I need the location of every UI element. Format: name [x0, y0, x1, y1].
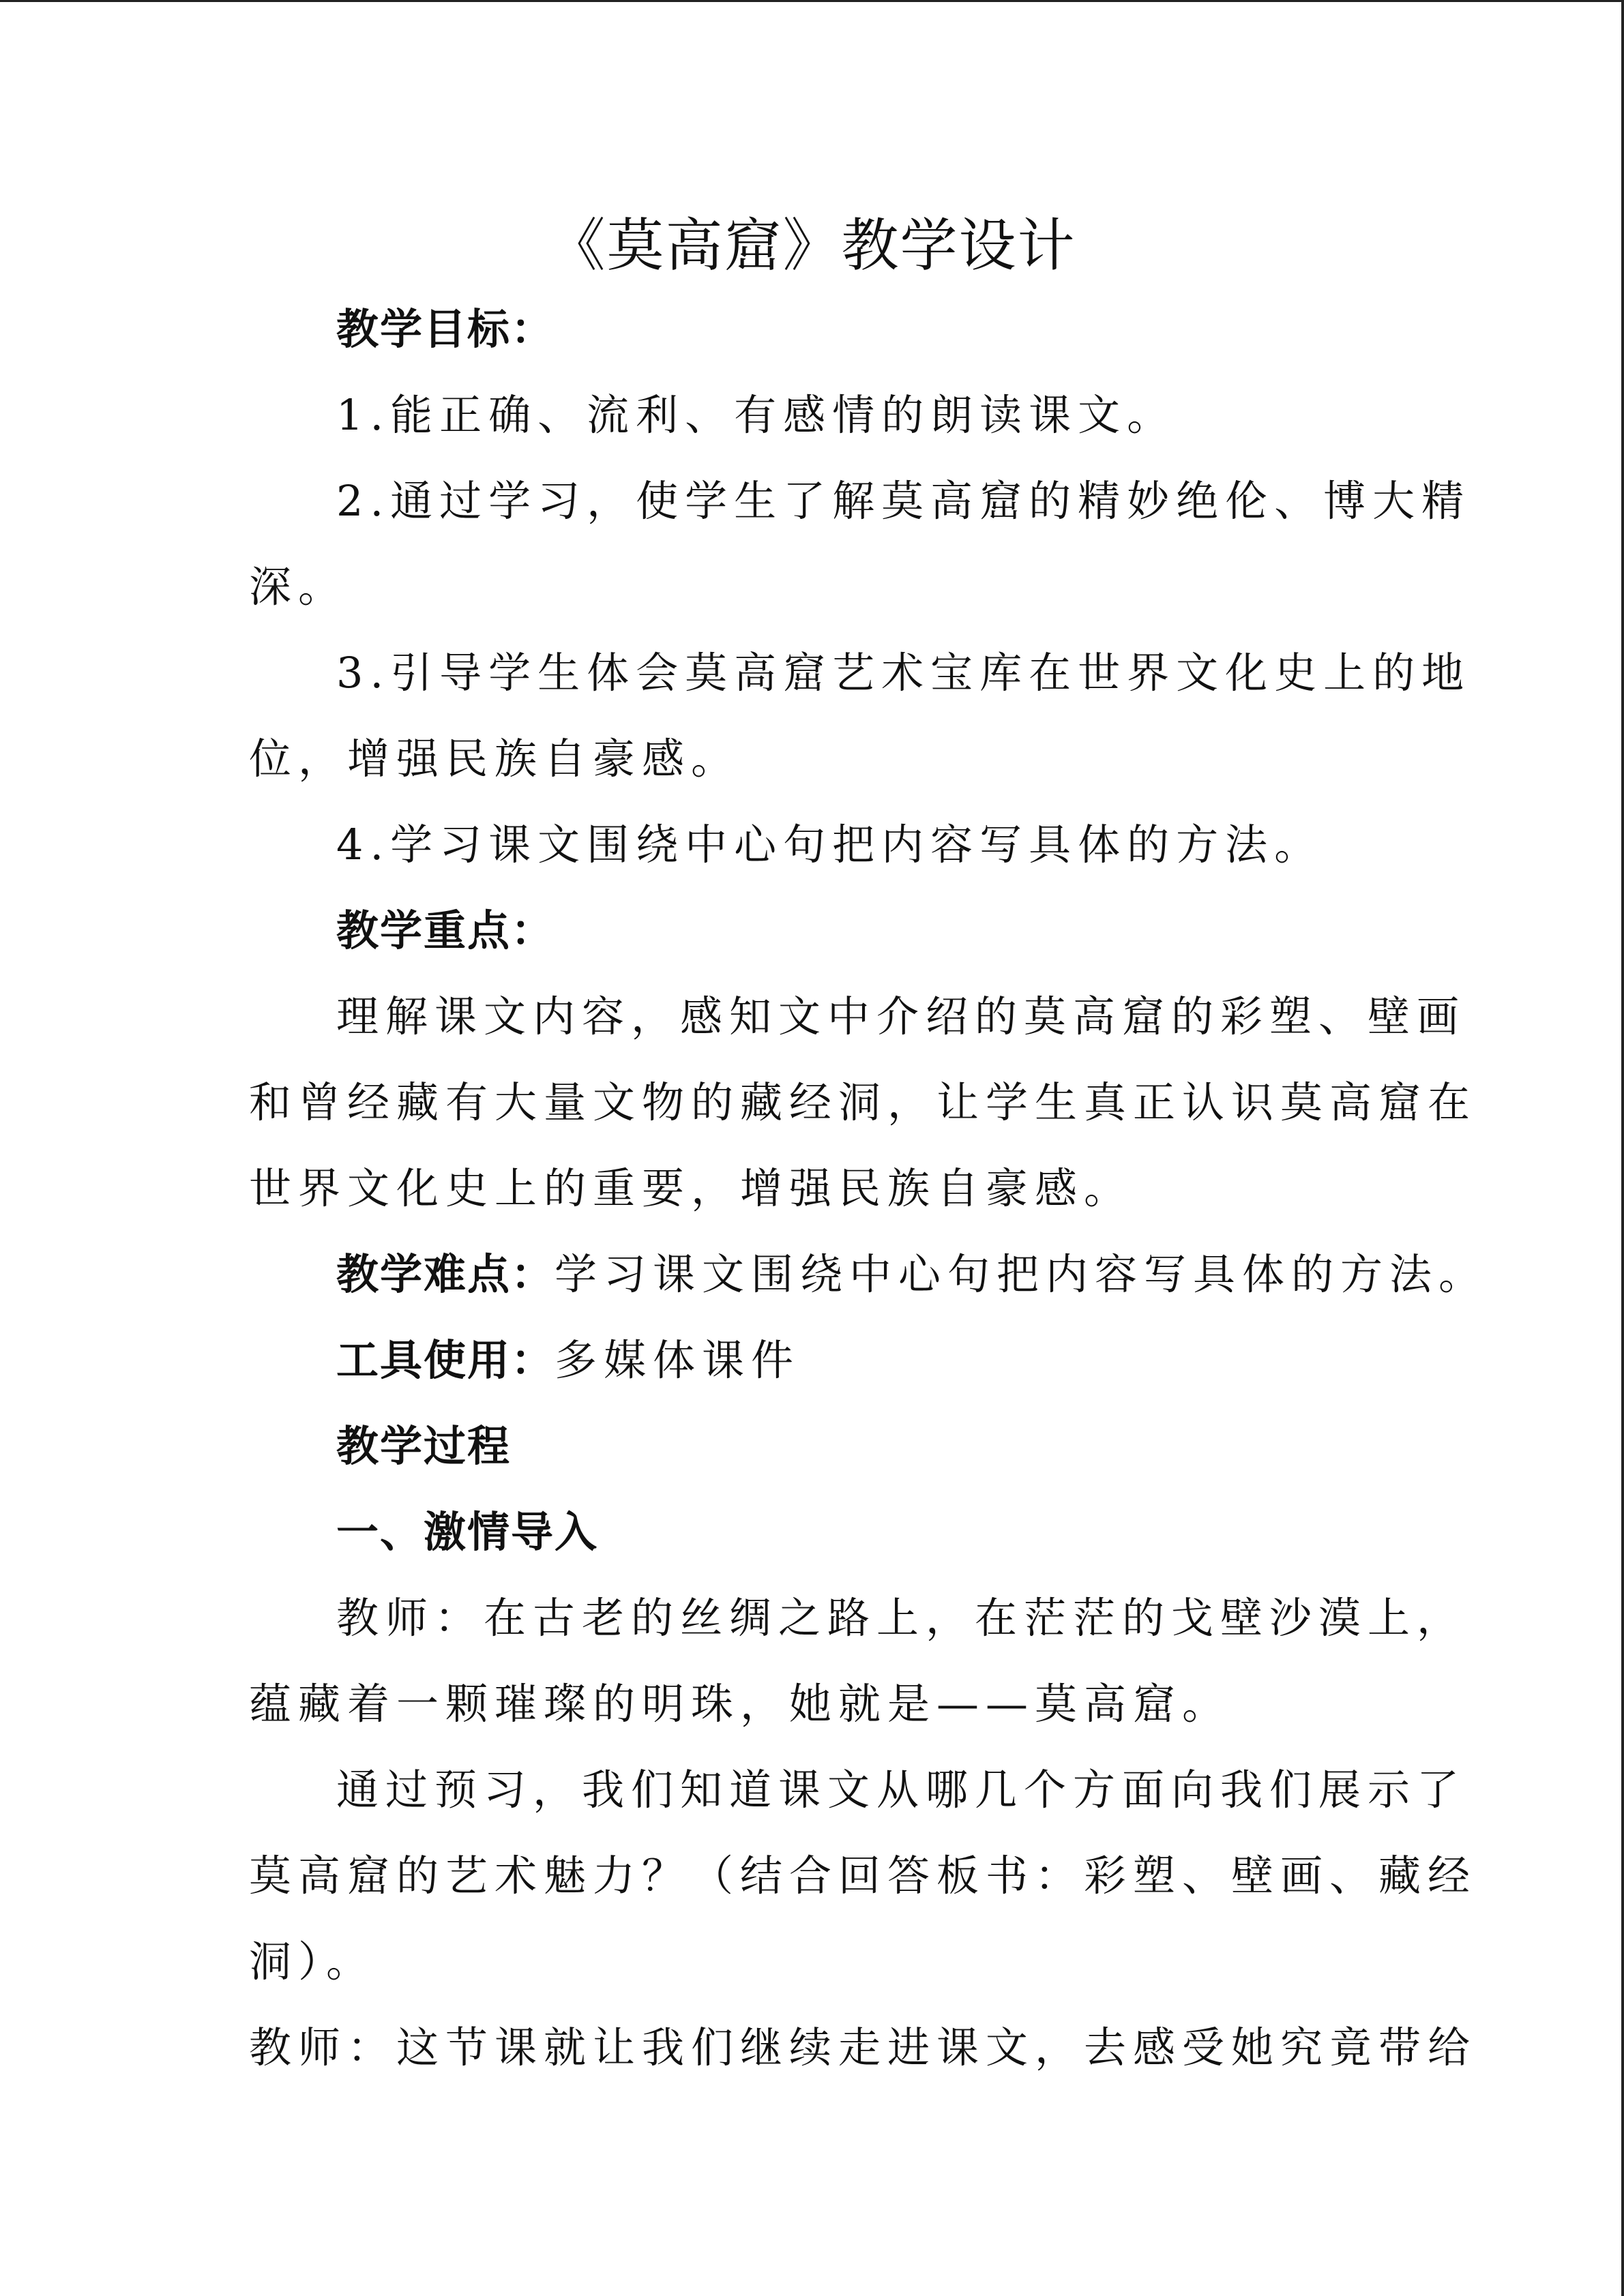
objective-3-line2: 位，增强民族自豪感。 [249, 734, 741, 784]
objective-3-line1: 3.引导学生体会莫高窟艺术宝库在世界文化史上的地 [336, 648, 1471, 698]
objectives-heading: 教学目标： [336, 304, 555, 354]
objective-2-line1: 2.通过学习，使学生了解莫高窟的精妙绝伦、博大精 [336, 476, 1471, 526]
difficulty-label: 教学难点： [336, 1249, 555, 1299]
tools-row [249, 1317, 1340, 1403]
section1-para1-line2: 蕴藏着一颗璀璨的明珠，她就是——莫高窟。 [249, 1679, 1232, 1729]
objective-1: 1.能正确、流利、有感情的朗读课文。 [336, 390, 1177, 440]
section1-para1-line1: 教师：在古老的丝绸之路上，在茫茫的戈壁沙漠上， [336, 1593, 1466, 1643]
page-right-border [1621, 0, 1624, 2296]
key-points-line1: 理解课文内容，感知文中介绍的莫高窟的彩塑、壁画 [336, 992, 1466, 1041]
objective-2-line2: 深。 [249, 562, 348, 612]
section1-para2-line2: 莫高窟的艺术魅力？（结合回答板书：彩塑、壁画、藏经 [249, 1851, 1477, 1900]
difficulty-row [249, 1232, 1488, 1317]
process-heading: 教学过程 [336, 1421, 512, 1471]
key-points-line3: 世界文化史上的重要，增强民族自豪感。 [249, 1163, 1134, 1213]
section1-para3-line1: 教师：这节课就让我们继续走进课文，去感受她究竟带给 [249, 2023, 1477, 2072]
tools-text: 多媒体课件 [555, 1335, 801, 1385]
section1-para2-line1: 通过预习，我们知道课文从哪几个方面向我们展示了 [336, 1765, 1466, 1815]
difficulty-text: 学习课文围绕中心句把内容写具体的方法。 [555, 1249, 1488, 1299]
document-title: 《莫高窟》教学设计 [548, 212, 1076, 279]
objective-4: 4.学习课文围绕中心句把内容写具体的方法。 [336, 820, 1324, 869]
section1-para2-line3: 洞）。 [249, 1937, 376, 1986]
page-top-border [0, 0, 1624, 2]
key-points-line2: 和曾经藏有大量文物的藏经洞，让学生真正认识莫高窟在 [249, 1077, 1477, 1127]
document-body [249, 286, 1488, 2091]
section1-heading: 一、激情导入 [336, 1507, 599, 1557]
tools-label: 工具使用： [336, 1335, 555, 1385]
key-points-heading: 教学重点： [336, 906, 555, 955]
